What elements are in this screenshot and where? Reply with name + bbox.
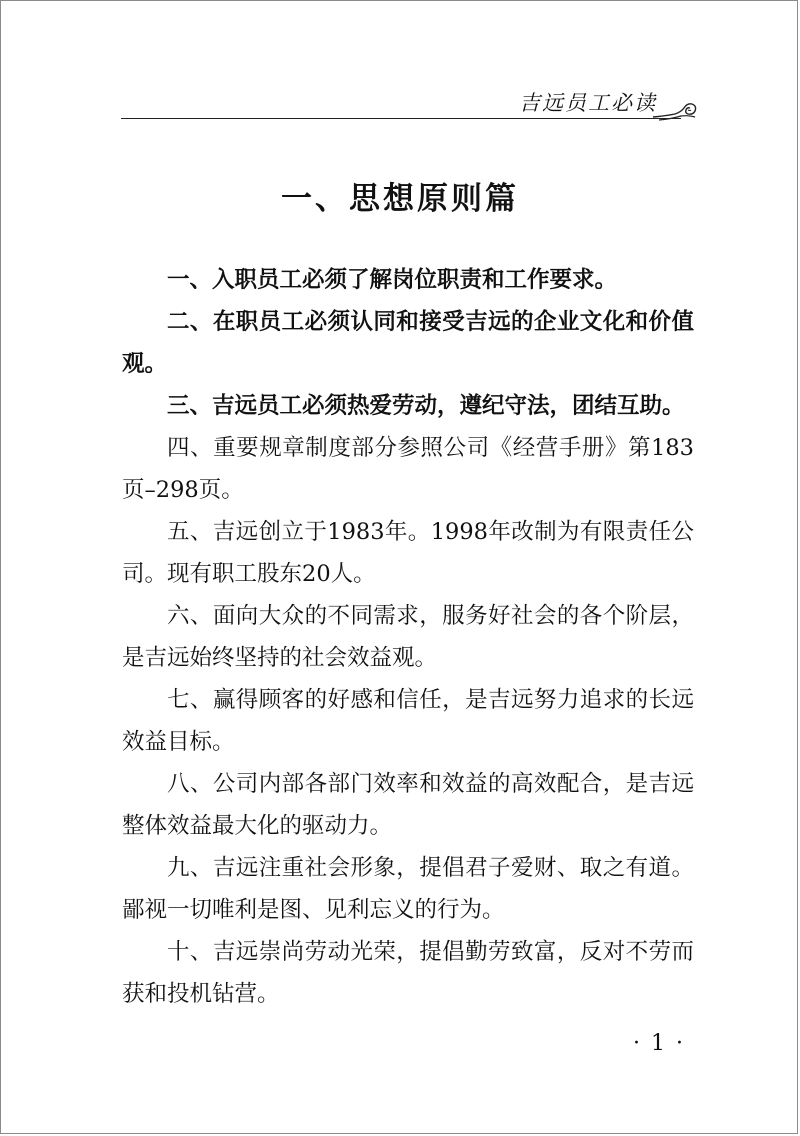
header-divider [121, 118, 681, 119]
principle-paragraph: 一、入职员工必须了解岗位职责和工作要求。 [167, 267, 618, 293]
principle-paragraph: 九、吉远注重社会形象，提倡君子爱财、取之有道。鄙视一切唯利是图、见利忘义的行为。 [122, 855, 694, 923]
cloud-ornament-icon [651, 97, 699, 123]
page-number: · 1 · [633, 1031, 685, 1056]
principle-paragraph: 七、赢得顾客的好感和信任，是吉远努力追求的长远效益目标。 [122, 687, 694, 755]
principle-paragraph: 三、吉远员工必须热爱劳动，遵纪守法，团结互助。 [167, 393, 685, 419]
principle-paragraph: 六、面向大众的不同需求，服务好社会的各个阶层，是吉远始终坚持的社会效益观。 [122, 603, 694, 671]
running-header-title: 吉远员工必读 [519, 91, 657, 115]
principle-paragraph: 五、吉远创立于1983年。1998年改制为有限责任公司。现有职工股东20人。 [122, 519, 694, 587]
principle-paragraph: 四、重要规章制度部分参照公司《经营手册》第183页–298页。 [122, 435, 694, 503]
chapter-title: 一、思想原则篇 [281, 181, 519, 217]
principle-paragraph: 八、公司内部各部门效率和效益的高效配合，是吉远整体效益最大化的驱动力。 [122, 771, 694, 839]
principle-paragraph: 二、在职员工必须认同和接受吉远的企业文化和价值观。 [122, 309, 694, 377]
principles-list [122, 259, 694, 1015]
principle-paragraph: 十、吉远崇尚劳动光荣，提倡勤劳致富，反对不劳而获和投机钻营。 [122, 939, 694, 1007]
